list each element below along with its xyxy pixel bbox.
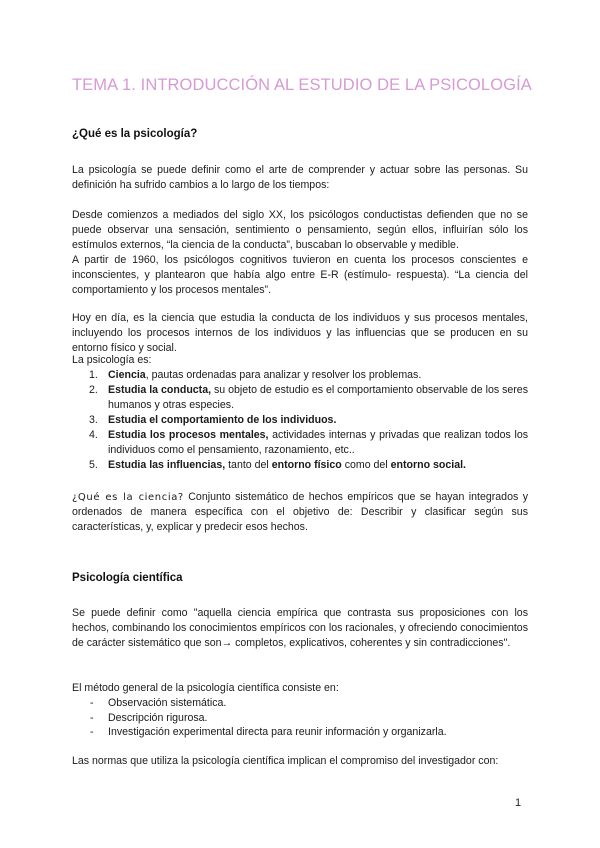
section-heading-que-es: ¿Qué es la psicología?: [72, 128, 198, 140]
list-item-bold: entorno físico: [271, 459, 342, 471]
page-number: 1: [515, 797, 522, 809]
list-item-text: Investigación experimental directa para reunir información y organizarla.: [108, 726, 447, 738]
dash-bullet: -: [90, 697, 94, 709]
section-heading-psicologia-cientifica: Psicología científica: [72, 572, 183, 584]
list-item-text: su objeto de estudio es el comportamiento observable de los seres humanos y otras especies.: [108, 384, 528, 411]
paragraph-que-es-ciencia: [72, 490, 528, 535]
list-number: 3.: [89, 414, 98, 426]
list-item-bold: entorno social.: [390, 459, 466, 471]
list-number: 1.: [89, 369, 98, 381]
list-item: [72, 383, 528, 413]
paragraph-conductistas: Desde comienzos a mediados del siglo XX, los psicólogos conductistas defienden que no se puede observar una sensación, sentimiento o pensamiento, según ellos, influirían sólo los estímulos externos, “la ciencia de la conducta”, buscaban lo observable y medible.: [72, 209, 528, 251]
list-item-text: tanto del: [225, 459, 272, 471]
paragraph-normas: Las normas que utiliza la psicología científica implican el compromiso del investigador con:: [72, 755, 499, 767]
list-item: [72, 725, 528, 740]
list-item-text: , pautas ordenadas para analizar y resolver los problemas.: [145, 369, 422, 381]
list-item: [72, 368, 528, 383]
dash-bullet: -: [90, 726, 94, 738]
list-item: [72, 711, 528, 726]
paragraph-hoy: Hoy en día, es la ciencia que estudia la conducta de los individuos y sus procesos mentales, incluyendo los procesos internos de los individuos y las influencias que se producen en su entorno físico y social.: [72, 312, 528, 354]
method-list: [72, 696, 528, 740]
list-number: 5.: [89, 459, 98, 471]
list-number: 2.: [89, 384, 98, 396]
dash-bullet: -: [90, 711, 94, 724]
paragraph-metodo: El método general de la psicología científica consiste en:: [72, 682, 339, 694]
list-item-text: actividades internas y privadas que realizan todos los individuos como el pensamiento, razonamiento, etc..: [108, 429, 529, 456]
list-item-bold: Ciencia: [108, 369, 146, 381]
list-item-bold: Estudia las influencias,: [108, 459, 226, 471]
list-item-text: como del: [341, 459, 391, 471]
paragraph-cognitivos: A partir de 1960, los psicólogos cognitivos tuvieron en cuenta los procesos conscientes e inconscientes, y plantearon que había algo entre E-R (estímulo- respuesta). “La ciencia del comportamiento y los procesos mentales”.: [72, 254, 528, 296]
list-item-bold: Estudia la conducta,: [108, 384, 212, 396]
list-item-bold: Estudia los procesos mentales,: [108, 429, 269, 441]
list-item: [72, 458, 528, 473]
ciencia-question: ¿Qué es la ciencia?: [72, 492, 184, 503]
paragraph-definition: La psicología se puede definir como el arte de comprender y actuar sobre las personas. Su definición ha sufrido cambios a lo largo de los tiempos:: [72, 164, 528, 191]
list-item: [72, 413, 528, 428]
list-item-text: Observación sistemática.: [108, 697, 227, 709]
ciencia-answer: Conjunto sistemático de hechos empíricos que se hayan integrados y ordenados de manera específica con el objetivo de: Describir y clasificar según sus características, y, explicar y predecir esos hechos.: [72, 491, 528, 533]
list-item-bold: Estudia el comportamiento de los individuos.: [108, 414, 337, 426]
list-number: 4.: [89, 429, 98, 441]
page-title: TEMA 1. INTRODUCCIÓN AL ESTUDIO DE LA PSICOLOGÍA: [72, 76, 532, 94]
list-item: [72, 696, 528, 711]
list-item-text: Descripción rigurosa.: [108, 711, 208, 724]
paragraph-definicion-cientifica: Se puede definir como "aquella ciencia empírica que contrasta sus proposiciones con los hechos, combinando los conocimientos empíricos con los racionales, y ofreciendo conocimientos de carácter sistemático que son→ completos, explicativos, coherentes y sin contradicciones".: [72, 607, 528, 649]
paragraph-la-psicologia-es: La psicología es:: [72, 354, 152, 366]
psychology-list: [72, 368, 528, 473]
list-item: [72, 428, 528, 458]
